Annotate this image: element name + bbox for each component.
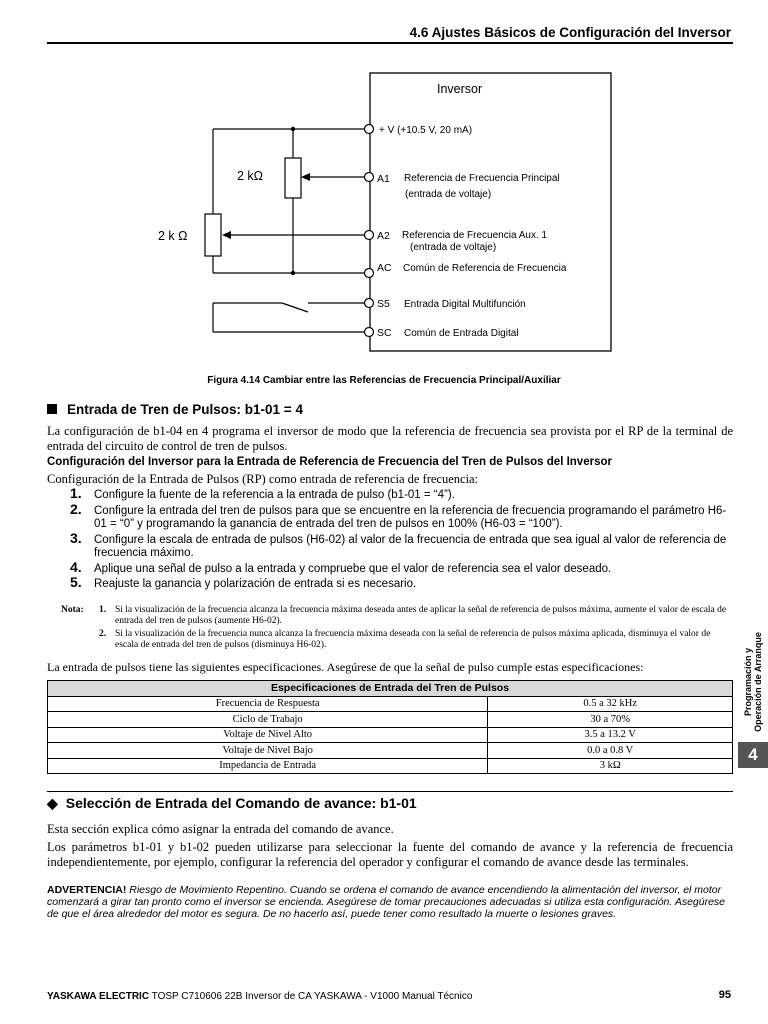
terminal-v-text: + V (+10.5 V, 20 mA) <box>379 125 473 136</box>
terminal-a2-text: Referencia de Frecuencia Aux. 1 <box>402 230 548 241</box>
footer-brand: YASKAWA ELECTRIC <box>47 991 150 1002</box>
section-heading <box>47 402 303 417</box>
table-row: Voltaje de Nivel Alto 3.5 a 13.2 V <box>48 727 733 743</box>
figure-caption: Figura 4.14 Cambiar entre las Referencias de Frecuencia Principal/Auxiliar <box>207 375 561 386</box>
side-tab-line2: Operación de Arranque <box>753 632 763 732</box>
terminal-s5-text: Entrada Digital Multifunción <box>404 299 526 310</box>
chapter-number-badge: 4 <box>738 742 768 768</box>
list-item: 3. Configure la escala de entrada de pulsos (H6-02) al valor de la frecuencia de entrada que sea igual al valor de referencia de frecuencia máximo. <box>70 529 727 559</box>
inverter-label: Inversor <box>437 82 483 96</box>
section2-heading-text: Selección de Entrada del Comando de avance: b1-01 <box>65 795 417 811</box>
warning-block <box>47 885 733 920</box>
page-number: 95 <box>718 989 731 1001</box>
potentiometer-1 <box>285 158 301 198</box>
resistor-2-label: 2 k Ω <box>158 229 188 243</box>
list-item: 4. Aplique una señal de pulso a la entrada y compruebe que el valor de referencia sea el valor deseado. <box>70 558 612 575</box>
terminal-sc-text: Común de Entrada Digital <box>404 328 519 339</box>
table-row: Voltaje de Nivel Bajo 0.0 a 0.8 V <box>48 743 733 759</box>
terminal-ac-text: Común de Referencia de Frecuencia <box>403 263 567 274</box>
note-item: 2. Si la visualización de la frecuencia nunca alcanza la frecuencia máxima deseada con la señal de referencia de pulsos máxima aplicada, disminuya el valor de escala de entrada del tren de pulsos (disminuya H6-02). <box>99 629 711 650</box>
steps-list <box>64 485 732 594</box>
square-bullet-icon <box>47 404 57 414</box>
note-item: Nota: 1. Si la visualización de la frecuencia alcanza la frecuencia máxima deseada antes de aplicar la señal de referencia de pulsos máxima, aumente el valor de escala de entrada del tren de pulsos (aumente H6-02). <box>61 605 727 626</box>
list-item: 2. Configure la entrada del tren de pulsos para que se encuentre en la referencia de frecuencia programando el parámetro H6-01 = “0” y programando la ganancia de entrada del tren de pulsos en 100% (H6-03 = “100”). <box>70 500 727 530</box>
spec-intro: La entrada de pulsos tiene las siguientes especificaciones. Asegúrese de que la señal de pulso cumple estas especificaciones: <box>47 660 644 674</box>
notes <box>61 605 733 653</box>
list-item: 5. Reajuste la ganancia y polarización de entrada si es necesario. <box>70 574 417 590</box>
spec-table <box>47 680 733 774</box>
wiring-diagram <box>0 0 768 370</box>
section-intro: La configuración de b1-04 en 4 programa el inversor de modo que la referencia de frecuencia sea provista por el RP de la terminal de entrada del circuito de control de tren de pulsos. <box>47 424 733 453</box>
section-header-title: 4.6 Ajustes Básicos de Configuración del Inversor <box>409 25 731 40</box>
terminal-a1-text: Referencia de Frecuencia Principal <box>404 173 560 184</box>
subintro: Configuración de la Entrada de Pulsos (RP) como entrada de referencia de frecuencia: <box>47 472 479 486</box>
terminal-a1-text2: (entrada de voltaje) <box>405 189 492 200</box>
footer-doc: TOSP C710606 22B Inversor de CA YASKAWA - V1000 Manual Técnico <box>149 991 473 1002</box>
warning-text: Riesgo de Movimiento Repentino. Cuando se ordena el comando de avance encendiendo la alimentación del inversor, el motor comenzará a girar tan pronto como el inversor se encienda. Asegúrese de tomar precauciones adecuadas si utiliza esta configuración. Asegúrese de que el área alrededor del motor es segura. De no hacerlo así, puede tener como resultado la muerte o lesiones graves. <box>47 884 726 920</box>
warning-label: ADVERTENCIA! <box>47 884 127 896</box>
terminal-sc-id: SC <box>377 327 392 339</box>
section-heading-text: Entrada de Tren de Pulsos: b1-01 = 4 <box>67 402 303 417</box>
terminal-s5-id: S5 <box>377 298 390 310</box>
section-divider <box>47 791 733 792</box>
potentiometer-2 <box>205 214 221 256</box>
side-tab-line1: Programación y <box>743 647 753 717</box>
footer <box>47 991 472 1002</box>
note-label: Nota: <box>61 605 84 615</box>
list-item: 1. Configure la fuente de la referencia a la entrada de pulso (b1-01 = “4”). <box>70 485 455 501</box>
table-title: Especificaciones de Entrada del Tren de Pulsos <box>48 681 733 697</box>
section2-para2: Los parámetros b1-01 y b1-02 pueden utilizarse para seleccionar la fuente del comando de avance y la referencia de frecuencia independientemente, por ejemplo, configurar la referencia del operador y configurar el comando de avance desde las terminales. <box>47 840 733 869</box>
table-row: Impedancia de Entrada 3 kΩ <box>48 758 733 774</box>
terminal-a2-id: A2 <box>377 230 390 242</box>
terminal-a1-id: A1 <box>377 173 390 185</box>
table-row: Frecuencia de Respuesta 0.5 a 32 kHz <box>48 696 733 712</box>
table-row: Ciclo de Trabajo 30 a 70% <box>48 712 733 728</box>
resistor-1-label: 2 kΩ <box>237 169 264 183</box>
section2-para1: Esta sección explica cómo asignar la entrada del comando de avance. <box>47 822 394 836</box>
terminal-a2-text2: (entrada de voltaje) <box>410 242 497 253</box>
section2-heading <box>47 795 417 812</box>
chapter-side-tab <box>738 628 768 736</box>
terminal-ac-id: AC <box>377 262 392 274</box>
subheading: Configuración del Inversor para la Entrada de Referencia de Frecuencia del Tren de Pulsos del Inversor <box>47 456 612 468</box>
diamond-bullet-icon: ◆ <box>47 795 58 811</box>
